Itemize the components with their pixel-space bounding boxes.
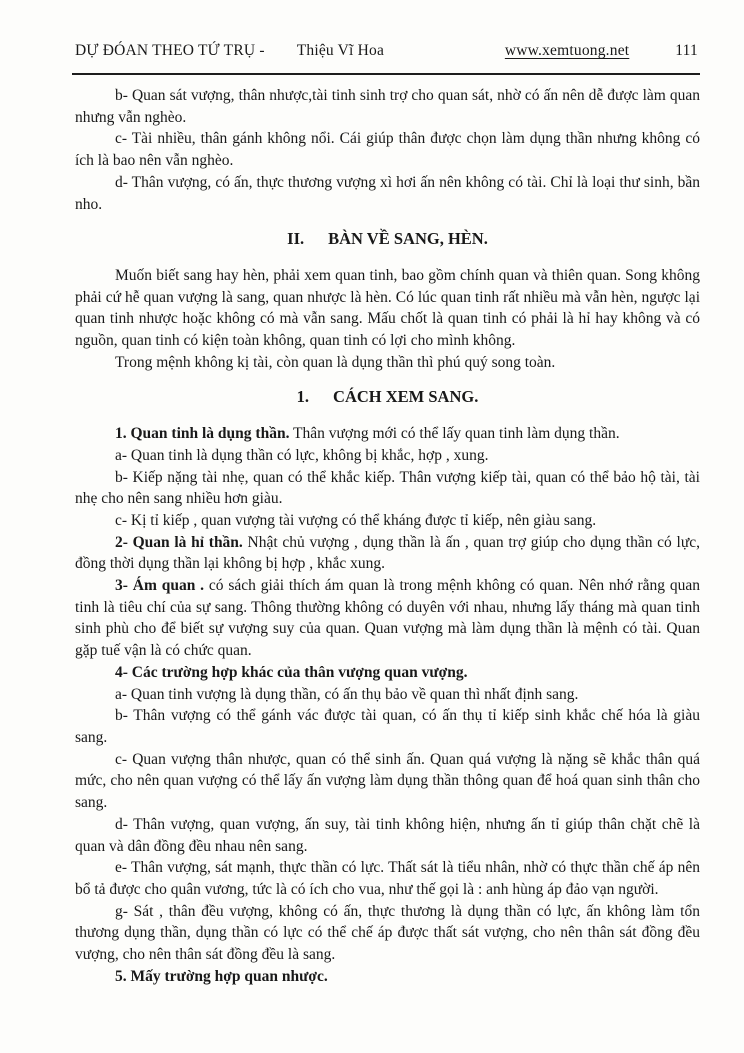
paragraph: Trong mệnh không kị tài, còn quan là dụng thần thì phú quý song toàn. (115, 353, 556, 371)
paragraph: Muốn biết sang hay hèn, phải xem quan tinh, bao gồm chính quan và thiên quan. Song không phải cứ hễ quan vượng là sang, quan nhược là hèn. Có lúc quan tinh rất nhiều mà vẫn hèn, ngược lại quan tinh nhược hoặc không có mà vẫn sang. Mấu chốt là quan tinh có phải là hỉ hay không và có nguồn, quan tinh có kiện toàn không, quan tinh có lợi cho mình không. (75, 266, 700, 350)
paragraph: 3- Ám quan . có sách giải thích ám quan là trong mệnh không có quan. Nên nhớ rằng quan tinh là tiêu chí của sự sang. Thông thường không có duyên với nhau, nhưng lấy tháng mà quan tinh sinh phù cho để biết sự vượng suy của quan. Quan vượng mà làm dụng thần là mệnh có tài. Quan gặp tuế vận là có chức quan. (75, 577, 700, 660)
section-heading-number: II. (287, 229, 305, 249)
paragraph: a- Quan tinh vượng là dụng thần, có ấn thụ bảo về quan thì nhất định sang. (115, 685, 579, 703)
paragraph: e- Thân vượng, sát mạnh, thực thần có lực. Thất sát là tiểu nhân, nhờ có thực thần chế áp nên bổ tả được cho quân vương, tức là có ích cho vua, như thế gọi là : anh hùng áp đảo vạn người. (75, 859, 700, 898)
paragraph: c- Quan vượng thân nhược, quan có thể sinh ấn. Quan quá vượng là nặng sẽ khắc thân quá mức, cho nên quan vượng có thể lấy ấn vượng làm dụng thần thông quan để hoá quan sinh thân cho sang. (75, 750, 700, 812)
paragraph-lead: 5. Mấy trường hợp quan nhược. (115, 967, 328, 985)
paragraph: 2- Quan là hỉ thần. Nhật chủ vượng , dụng thần là ấn , quan trợ giúp cho dụng thần có lực, đồng thời dụng thần lại không bị hợp , khắc xung. (75, 533, 700, 573)
section-heading (75, 228, 700, 250)
paragraph: 1. Quan tinh là dụng thần. Thân vượng mới có thể lấy quan tinh làm dụng thần. (115, 425, 620, 443)
paragraph (75, 966, 700, 988)
section-heading-text: CÁCH XEM SANG. (333, 387, 479, 407)
section-heading-text: BÀN VỀ SANG, HÈN. (328, 229, 488, 249)
paragraph-lead: 4- Các trường hợp khác của thân vượng quan vượng. (115, 663, 468, 681)
website-link[interactable]: www.xemtuong.net (504, 42, 630, 59)
book-author: Thiệu Vĩ Hoa (296, 42, 385, 59)
paragraph: a- Quan tinh là dụng thần có lực, không bị khắc, hợp , xung. (115, 446, 489, 464)
section-heading (75, 386, 700, 408)
paragraph: c- Kị tỉ kiếp , quan vượng tài vượng có thể kháng được tỉ kiếp, nên giàu sang. (115, 511, 597, 529)
paragraph-lead: 3- Ám quan . (115, 577, 205, 595)
section-heading-number: 1. (296, 387, 310, 407)
paragraph: c- Tài nhiều, thân gánh không nổi. Cái giúp thân được chọn làm dụng thần nhưng không có ích là bao nên vẫn nghèo. (75, 130, 700, 170)
paragraph: b- Quan sát vượng, thân nhược,tài tinh sinh trợ cho quan sát, nhờ có ấn nên dễ được làm quan nhưng vẫn nghèo. (75, 87, 700, 126)
paragraph (75, 662, 700, 684)
paragraph-lead: 1. Quan tinh là dụng thần. (115, 425, 290, 443)
paragraph: g- Sát , thân đều vượng, không có ấn, thực thương là dụng thần có lực, ấn không làm tổn thương dụng thần, dụng thần có lực có thể chế áp được thất sát vượng, cho nên thân sát đồng đều vượng, cho nên thân sát đồng đều là sang. (75, 902, 700, 964)
paragraph: b- Thân vượng có thể gánh vác được tài quan, có ấn thụ tỉ kiếp sinh khắc chế hóa là giàu sang. (75, 707, 700, 746)
book-title: DỰ ĐÓAN THEO TỨ TRỤ - (75, 42, 265, 59)
page-header (0, 0, 744, 60)
paragraph: b- Kiếp nặng tài nhẹ, quan có thể khắc kiếp. Thân vượng kiếp tài, quan có thể bảo hộ tài, tài nhẹ cho nên sang nhiều hơn giàu. (75, 468, 700, 508)
paragraph: d- Thân vượng, có ấn, thực thương vượng xì hơi ấn nên không có tài. Chỉ là loại thư sinh, bần nho. (75, 173, 700, 213)
paragraph-lead: 2- Quan là hỉ thần. (115, 533, 243, 551)
page-number: 111 (675, 42, 698, 59)
page-body (0, 75, 744, 987)
paragraph: d- Thân vượng, quan vượng, ấn suy, tài tinh không hiện, nhưng ấn tỉ giúp thân chặt chẽ là quan và dân đồng đều nhau nên sang. (75, 815, 700, 855)
